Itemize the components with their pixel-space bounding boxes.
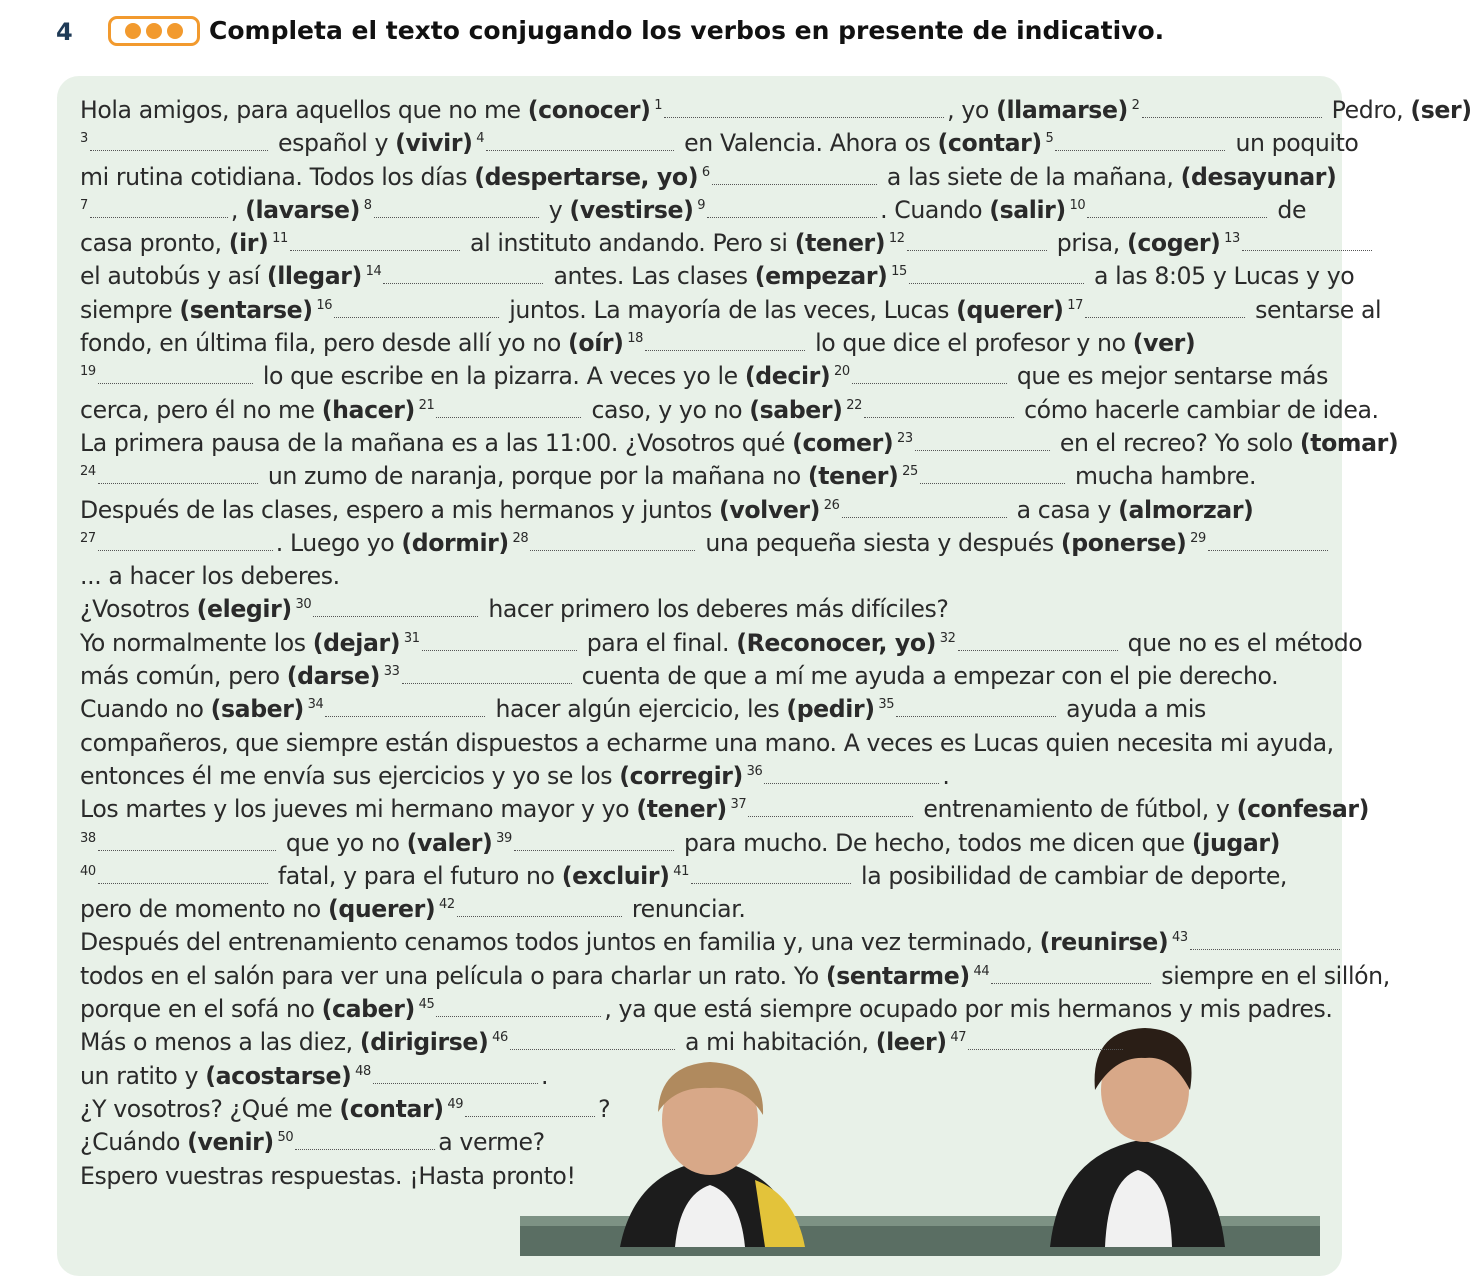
- text-segment: ¿Cuándo: [80, 1128, 188, 1157]
- answer-blank[interactable]: [465, 1115, 595, 1117]
- blank-number: 14: [361, 264, 382, 280]
- answer-blank[interactable]: [325, 715, 485, 717]
- text-segment: siempre: [80, 295, 180, 324]
- exercise-number: 4: [56, 18, 73, 46]
- text-segment: ¿Y vosotros? ¿Qué me: [80, 1094, 340, 1123]
- blank-number: 50: [273, 1130, 294, 1146]
- blank-number: 42: [435, 897, 455, 913]
- text-segment: entonces él me envía sus ejercicios y yo se los: [80, 761, 620, 790]
- blank-number: 4: [472, 131, 485, 147]
- verb-prompt: (decir): [744, 362, 831, 391]
- verb-prompt: (vivir): [395, 129, 473, 158]
- text-line: [80, 1126, 1320, 1159]
- blank-number: 22: [842, 397, 863, 413]
- answer-blank[interactable]: [383, 282, 543, 284]
- text-segment: compañeros, que siempre están dispuestos a echarme una mano. A veces es Lucas quien necesita mi ayuda,: [80, 728, 1334, 757]
- text-segment: un ratito y: [80, 1061, 206, 1090]
- text-segment: en el recreo? Yo solo: [1052, 428, 1300, 457]
- verb-prompt: (conocer): [527, 96, 651, 124]
- verb-prompt: (lavarse): [245, 195, 361, 224]
- verb-prompt: (tomar): [1299, 428, 1399, 457]
- blank-number: 3: [80, 131, 88, 147]
- text-segment: a casa y: [1009, 495, 1119, 524]
- text-segment: cómo hacerle cambiar de idea.: [1017, 395, 1379, 424]
- text-segment: Después de las clases, espero a mis hermanos y juntos: [80, 495, 719, 524]
- text-segment: español y: [270, 129, 396, 158]
- answer-blank[interactable]: [852, 382, 1007, 384]
- answer-blank[interactable]: [510, 1048, 675, 1050]
- answer-blank[interactable]: [968, 1048, 1123, 1050]
- text-segment: todos en el salón para ver una película o para charlar un rato. Yo: [80, 961, 826, 990]
- answer-blank[interactable]: [712, 183, 877, 185]
- text-segment: que es mejor sentarse más: [1009, 362, 1329, 391]
- answer-blank[interactable]: [1055, 149, 1225, 151]
- text-segment: , ya que está siempre ocupado por mis hermanos y mis padres.: [604, 995, 1333, 1024]
- answer-blank[interactable]: [295, 1148, 435, 1150]
- verb-prompt: (Reconocer, yo): [736, 628, 937, 657]
- answer-blank[interactable]: [707, 216, 877, 218]
- answer-blank[interactable]: [915, 449, 1050, 451]
- text-line: [80, 260, 1355, 293]
- text-line: [80, 227, 1320, 260]
- answer-blank[interactable]: [991, 982, 1151, 984]
- blank-number: 13: [1220, 231, 1240, 247]
- verb-prompt: (dirigirse): [359, 1028, 489, 1057]
- verb-prompt: (despertarse, yo): [474, 162, 699, 191]
- blank-number: 27: [80, 530, 96, 546]
- difficulty-dot-icon: [146, 23, 162, 39]
- answer-blank[interactable]: [334, 316, 499, 318]
- text-line: [80, 827, 1320, 860]
- verb-prompt: (contar): [339, 1094, 444, 1123]
- blank-number: 1: [650, 98, 663, 113]
- verb-prompt: (ir): [228, 229, 269, 258]
- answer-blank[interactable]: [1085, 316, 1245, 318]
- answer-blank[interactable]: [290, 249, 460, 251]
- text-segment: mi rutina cotidiana. Todos los días: [80, 162, 475, 191]
- text-line: [80, 194, 1320, 227]
- text-segment: y: [541, 195, 570, 224]
- text-segment: Los martes y los jueves mi hermano mayor y yo: [80, 795, 637, 824]
- text-line: [80, 727, 1334, 760]
- answer-blank[interactable]: [530, 549, 695, 551]
- answer-blank[interactable]: [98, 882, 268, 884]
- blank-number: 32: [936, 630, 956, 646]
- verb-prompt: (llegar): [266, 262, 362, 291]
- blank-number: 28: [508, 530, 529, 546]
- verb-prompt: (ser): [1410, 96, 1472, 124]
- verb-prompt: (saber): [749, 395, 843, 424]
- blank-number: 46: [488, 1030, 508, 1046]
- verb-prompt: (dejar): [312, 628, 401, 657]
- answer-blank[interactable]: [958, 649, 1118, 651]
- verb-prompt: (jugar): [1191, 828, 1280, 857]
- text-segment: pero de momento no: [80, 895, 328, 924]
- text-line: [80, 460, 1320, 493]
- answer-blank[interactable]: [98, 382, 253, 384]
- blank-number: 44: [969, 963, 990, 979]
- verb-prompt: (ponerse): [1060, 528, 1187, 557]
- verb-prompt: (contar): [937, 129, 1042, 158]
- text-segment: .: [540, 1061, 549, 1090]
- text-line: [80, 527, 1320, 560]
- verb-prompt: (corregir): [619, 761, 743, 790]
- blank-number: 48: [351, 1063, 371, 1079]
- verb-prompt: (sentarse): [179, 295, 313, 324]
- text-segment: siempre en el sillón,: [1154, 961, 1390, 990]
- text-segment: juntos. La mayoría de las veces, Lucas: [502, 295, 957, 324]
- exercise-text: [80, 94, 1472, 1193]
- verb-prompt: (darse): [286, 662, 381, 691]
- blank-number: 45: [414, 997, 435, 1013]
- text-line: [80, 926, 1320, 959]
- blank-number: 25: [898, 464, 918, 480]
- text-segment: para mucho. De hecho, todos me dicen que: [676, 828, 1192, 857]
- blank-number: 41: [669, 863, 689, 879]
- text-segment: prisa,: [1049, 229, 1127, 258]
- exercise-header: [0, 0, 1411, 70]
- text-segment: Yo normalmente los: [80, 628, 313, 657]
- verb-prompt: (salir): [989, 195, 1066, 224]
- blank-number: 30: [291, 597, 312, 613]
- answer-blank[interactable]: [457, 915, 622, 917]
- verb-prompt: (tener): [636, 795, 727, 824]
- answer-blank[interactable]: [896, 715, 1056, 717]
- blank-number: 38: [80, 830, 96, 846]
- verb-prompt: (venir): [187, 1128, 274, 1157]
- blank-number: 47: [946, 1030, 967, 1046]
- blank-number: 39: [492, 830, 512, 846]
- text-line: [80, 627, 1363, 660]
- text-segment: antes. Las clases: [546, 262, 755, 291]
- blank-number: 10: [1065, 197, 1086, 213]
- text-segment: ayuda a mis: [1059, 695, 1206, 724]
- text-segment: un poquito: [1228, 129, 1359, 158]
- text-line: [80, 327, 1320, 360]
- text-segment: cerca, pero él no me: [80, 395, 322, 424]
- text-segment: hacer primero los deberes más difíciles?: [481, 595, 949, 624]
- text-line: [80, 294, 1382, 327]
- answer-blank[interactable]: [1142, 116, 1322, 118]
- text-line: [80, 893, 1320, 926]
- text-segment: que no es el método: [1120, 628, 1363, 657]
- verb-prompt: (caber): [321, 995, 415, 1024]
- verb-prompt: (querer): [327, 895, 436, 924]
- answer-blank[interactable]: [98, 549, 273, 551]
- blank-number: 36: [742, 763, 763, 779]
- blank-number: 33: [380, 664, 400, 680]
- text-segment: . Cuando: [880, 195, 990, 224]
- answer-blank[interactable]: [436, 416, 581, 418]
- blank-number: 11: [268, 231, 288, 247]
- exercise-instruction: Completa el texto conjugando los verbos en presente de indicativo.: [209, 16, 1165, 45]
- verb-prompt: (acostarse): [205, 1061, 352, 1090]
- answer-blank[interactable]: [373, 1082, 538, 1084]
- text-segment: renunciar.: [624, 895, 746, 924]
- difficulty-dot-icon: [125, 23, 141, 39]
- text-segment: en Valencia. Ahora os: [677, 129, 938, 158]
- text-segment: caso, y yo no: [584, 395, 750, 424]
- verb-prompt: (coger): [1126, 229, 1221, 258]
- text-line: [80, 793, 1369, 826]
- text-segment: a verme?: [438, 1128, 545, 1157]
- answer-blank[interactable]: [1208, 549, 1328, 551]
- blank-number: 24: [80, 464, 96, 480]
- difficulty-badge: [108, 16, 200, 46]
- verb-prompt: (elegir): [196, 595, 292, 624]
- blank-number: 26: [820, 497, 840, 513]
- text-segment: un zumo de naranja, porque por la mañana no: [260, 462, 808, 491]
- blank-number: 34: [303, 697, 324, 713]
- text-line: [80, 1026, 1320, 1059]
- text-segment: el autobús y así: [80, 262, 267, 291]
- text-segment: Pedro,: [1324, 96, 1411, 124]
- blank-number: 23: [893, 430, 913, 446]
- blank-number: 8: [360, 197, 372, 213]
- answer-blank[interactable]: [374, 216, 539, 218]
- text-segment: ... a hacer los deberes.: [80, 562, 340, 591]
- blank-number: 18: [623, 331, 643, 347]
- text-line: [80, 427, 1399, 460]
- answer-blank[interactable]: [909, 282, 1084, 284]
- blank-number: 21: [414, 397, 435, 413]
- text-line: [80, 1093, 1320, 1126]
- answer-blank[interactable]: [664, 116, 944, 118]
- text-segment: Más o menos a las diez,: [80, 1028, 360, 1057]
- verb-prompt: (reunirse): [1039, 928, 1169, 957]
- text-line: [80, 960, 1390, 993]
- verb-prompt: (pedir): [786, 695, 875, 724]
- text-line: [80, 1060, 1320, 1093]
- answer-blank[interactable]: [764, 782, 939, 784]
- text-segment: Hola amigos, para aquellos que no me: [80, 96, 528, 124]
- verb-prompt: (vestirse): [569, 195, 694, 224]
- text-segment: . Luego yo: [275, 528, 402, 557]
- text-segment: .: [942, 761, 950, 790]
- answer-blank[interactable]: [1087, 216, 1267, 218]
- verb-prompt: (confesar): [1236, 795, 1369, 824]
- answer-blank[interactable]: [864, 416, 1014, 418]
- text-line: [80, 593, 1320, 626]
- text-segment: para el final.: [579, 628, 737, 657]
- verb-prompt: (leer): [875, 1028, 947, 1057]
- verb-prompt: (saber): [210, 695, 304, 724]
- verb-prompt: (oír): [568, 329, 624, 358]
- verb-prompt: (volver): [718, 495, 821, 524]
- text-segment: sentarse al: [1247, 295, 1382, 324]
- answer-blank[interactable]: [98, 482, 258, 484]
- answer-blank[interactable]: [436, 1015, 601, 1017]
- blank-number: 31: [400, 630, 420, 646]
- text-segment: lo que dice el profesor y no: [807, 329, 1133, 358]
- answer-blank[interactable]: [691, 882, 851, 884]
- blank-number: 6: [698, 164, 710, 180]
- answer-blank[interactable]: [645, 349, 805, 351]
- verb-prompt: (tener): [794, 229, 886, 258]
- blank-number: 49: [443, 1096, 464, 1112]
- text-line: [80, 394, 1379, 427]
- text-line: [80, 94, 1472, 127]
- verb-prompt: (almorzar): [1118, 495, 1254, 524]
- text-line: [80, 161, 1337, 194]
- blank-number: 2: [1127, 98, 1140, 113]
- text-line: [80, 860, 1320, 893]
- text-segment: Cuando no: [80, 695, 211, 724]
- text-segment: Después del entrenamiento cenamos todos juntos en familia y, una vez terminado,: [80, 928, 1040, 957]
- text-segment: al instituto andando. Pero si: [462, 229, 795, 258]
- verb-prompt: (valer): [406, 828, 493, 857]
- text-segment: ¿Vosotros: [80, 595, 197, 624]
- verb-prompt: (sentarme): [825, 961, 970, 990]
- blank-number: 16: [312, 297, 333, 313]
- text-segment: una pequeña siesta y después: [698, 528, 1061, 557]
- text-segment: que yo no: [278, 828, 407, 857]
- text-segment: más común, pero: [80, 662, 287, 691]
- text-line: [80, 560, 1320, 593]
- blank-number: 12: [885, 231, 905, 247]
- blank-number: 15: [887, 264, 907, 280]
- text-segment: ,: [230, 195, 246, 224]
- verb-prompt: (querer): [956, 295, 1064, 324]
- answer-blank[interactable]: [422, 649, 577, 651]
- text-line: [80, 360, 1329, 393]
- answer-blank[interactable]: [748, 815, 913, 817]
- text-segment: , yo: [947, 96, 997, 124]
- text-segment: ?: [598, 1094, 611, 1123]
- verb-prompt: (desayunar): [1180, 162, 1337, 191]
- text-segment: a las siete de la mañana,: [879, 162, 1181, 191]
- verb-prompt: (llamarse): [996, 96, 1128, 124]
- text-segment: la posibilidad de cambiar de deporte,: [853, 861, 1288, 890]
- text-line: [80, 494, 1320, 527]
- blank-number: 43: [1168, 930, 1188, 946]
- text-segment: casa pronto,: [80, 229, 229, 258]
- answer-blank[interactable]: [313, 615, 478, 617]
- blank-number: 19: [80, 364, 96, 380]
- text-line: [80, 1160, 1320, 1193]
- verb-prompt: (comer): [792, 428, 894, 457]
- answer-blank[interactable]: [90, 149, 268, 151]
- answer-blank[interactable]: [90, 216, 228, 218]
- blank-number: 9: [693, 197, 706, 213]
- text-segment: hacer algún ejercicio, les: [488, 695, 787, 724]
- text-segment: porque en el sofá no: [80, 995, 322, 1024]
- verb-prompt: (ver): [1132, 329, 1196, 358]
- answer-blank[interactable]: [1190, 948, 1340, 950]
- text-segment: fatal, y para el futuro no: [270, 861, 562, 890]
- verb-prompt: (hacer): [321, 395, 415, 424]
- verb-prompt: (dormir): [401, 528, 509, 557]
- text-segment: a las 8:05 y Lucas y yo: [1086, 262, 1355, 291]
- answer-blank[interactable]: [98, 849, 276, 851]
- text-segment: La primera pausa de la mañana es a las 11:00. ¿Vosotros qué: [80, 428, 793, 457]
- difficulty-dot-icon: [167, 23, 183, 39]
- text-line: [80, 993, 1333, 1026]
- blank-number: 7: [80, 197, 88, 213]
- verb-prompt: (excluir): [561, 861, 670, 890]
- blank-number: 35: [874, 697, 895, 713]
- text-segment: a mi habitación,: [677, 1028, 876, 1057]
- answer-blank[interactable]: [514, 849, 674, 851]
- verb-prompt: (tener): [807, 462, 899, 491]
- answer-blank[interactable]: [842, 516, 1007, 518]
- text-segment: mucha hambre.: [1067, 462, 1257, 491]
- blank-number: 29: [1186, 530, 1206, 546]
- answer-blank[interactable]: [486, 149, 674, 151]
- answer-blank[interactable]: [1242, 249, 1372, 251]
- text-segment: entrenamiento de fútbol, y: [916, 795, 1237, 824]
- text-segment: lo que escribe en la pizarra. A veces yo le: [255, 362, 745, 391]
- blank-number: 20: [830, 364, 850, 380]
- text-line: [80, 693, 1320, 726]
- blank-number: 5: [1041, 131, 1054, 147]
- text-segment: fondo, en última fila, pero desde allí yo no: [80, 329, 568, 358]
- blank-number: 17: [1063, 297, 1083, 313]
- text-segment: de: [1270, 195, 1307, 224]
- text-line: [80, 127, 1359, 160]
- text-segment: Espero vuestras respuestas. ¡Hasta pronto!: [80, 1161, 576, 1190]
- answer-blank[interactable]: [402, 682, 572, 684]
- answer-blank[interactable]: [920, 482, 1065, 484]
- blank-number: 37: [726, 797, 747, 813]
- text-line: [80, 660, 1320, 693]
- text-line: [80, 760, 1320, 793]
- verb-prompt: (empezar): [754, 262, 888, 291]
- blank-number: 40: [80, 863, 96, 879]
- answer-blank[interactable]: [907, 249, 1047, 251]
- text-segment: cuenta de que a mí me ayuda a empezar con el pie derecho.: [574, 662, 1279, 691]
